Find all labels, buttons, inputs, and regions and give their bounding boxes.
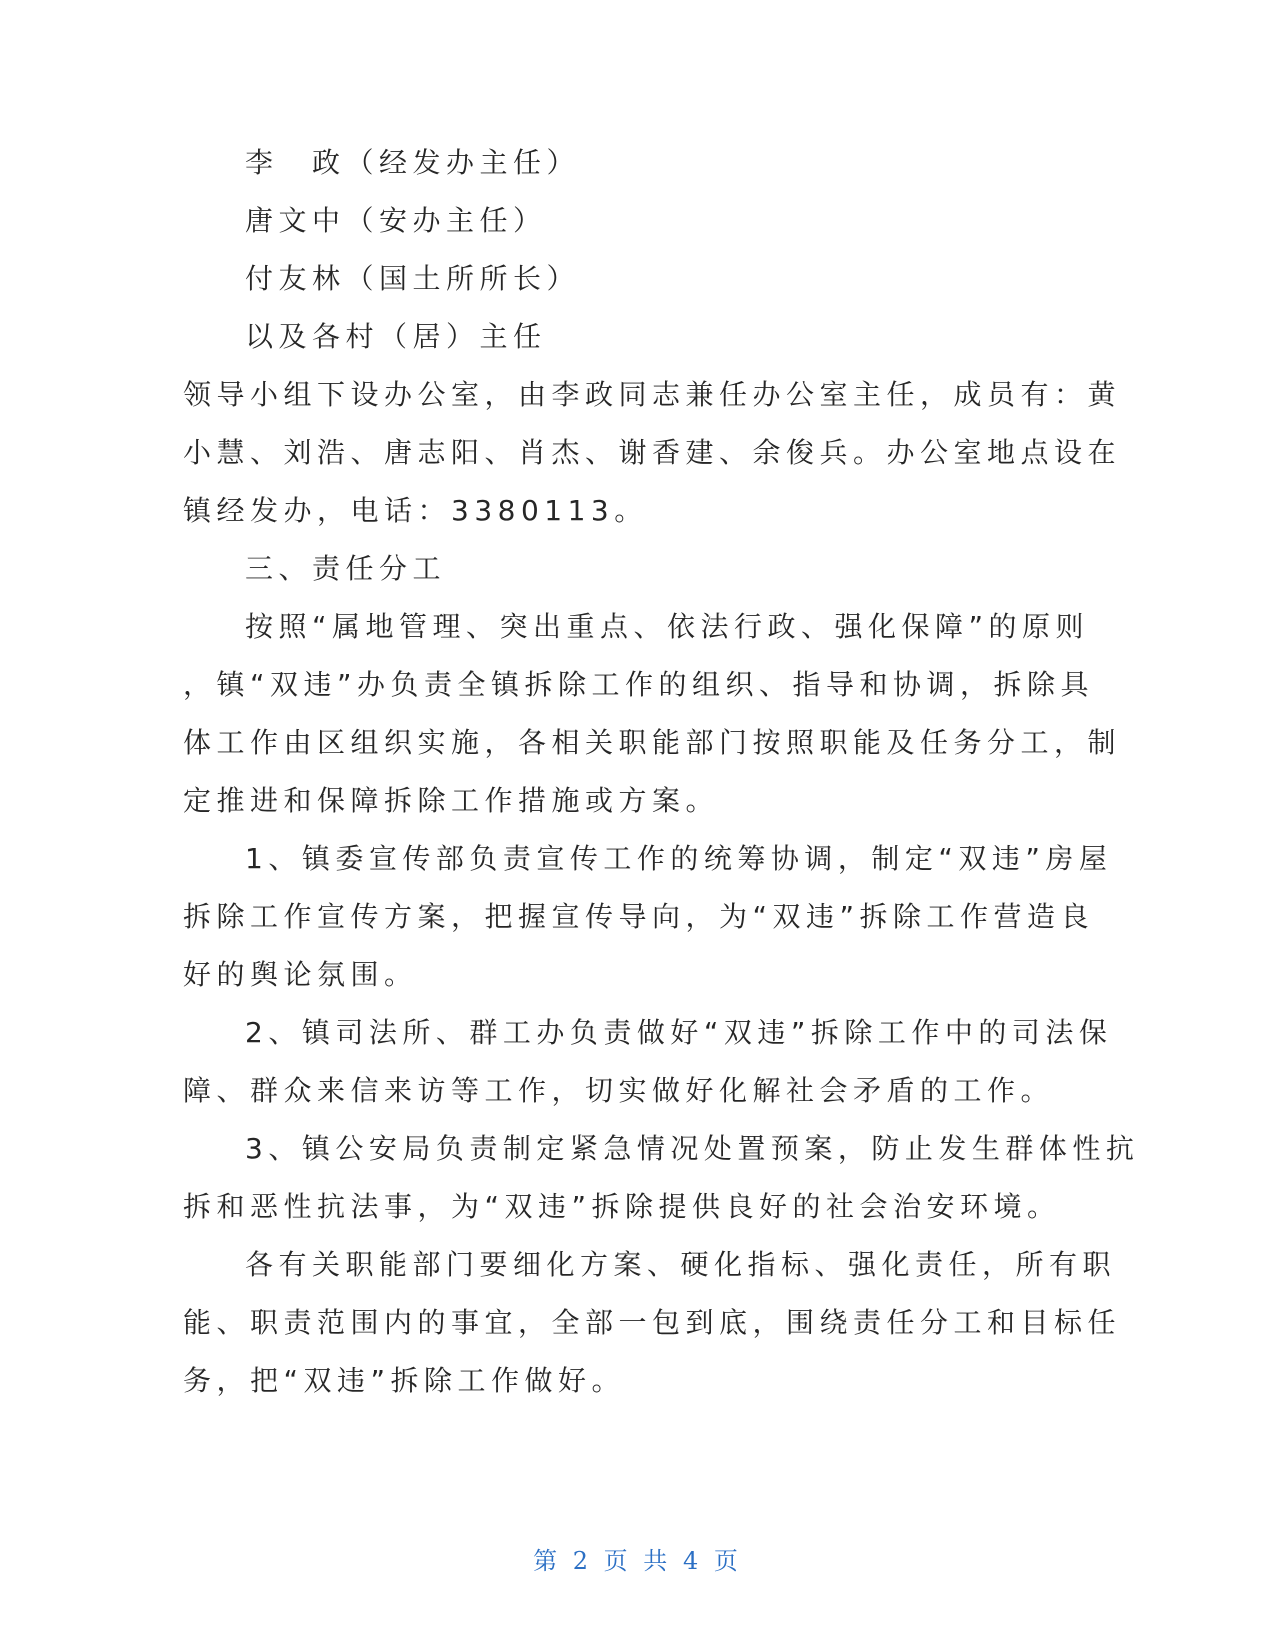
- item-1-line-3: 好的舆论氛围。: [183, 958, 418, 991]
- item-3-line-2: 拆和恶性抗法事，为“双违”拆除提供良好的社会治安环境。: [183, 1190, 1061, 1223]
- item-3-line-1: 3、镇公安局负责制定紧急情况处置预案，防止发生群体性抗: [245, 1132, 1140, 1165]
- member-line-village-heads: 以及各村（居）主任: [245, 320, 547, 353]
- item-1-line-2: 拆除工作宣传方案，把握宣传导向，为“双违”拆除工作营造良: [183, 900, 1095, 933]
- member-line-tang-wenzhong: 唐文中（安办主任）: [245, 204, 547, 237]
- member-line-fu-youlin: 付友林（国土所所长）: [245, 262, 581, 295]
- principle-paragraph-line-3: 体工作由区组织实施，各相关职能部门按照职能及任务分工，制: [183, 726, 1122, 759]
- closing-paragraph-line-1: 各有关职能部门要细化方案、硬化指标、强化责任，所有职: [245, 1248, 1117, 1281]
- item-1-line-1: 1、镇委宣传部负责宣传工作的统筹协调，制定“双违”房屋: [245, 842, 1113, 875]
- office-paragraph-line-2: 小慧、刘浩、唐志阳、肖杰、谢香建、余俊兵。办公室地点设在: [183, 436, 1122, 469]
- office-paragraph-line-1: 领导小组下设办公室，由李政同志兼任办公室主任，成员有：黄: [183, 378, 1122, 411]
- principle-paragraph-line-2: ，镇“双违”办负责全镇拆除工作的组织、指导和协调，拆除具: [183, 668, 1095, 701]
- section-heading-responsibility: 三、责任分工: [245, 552, 447, 585]
- principle-paragraph-line-1: 按照“属地管理、突出重点、依法行政、强化保障”的原则: [245, 610, 1090, 643]
- item-2-line-2: 障、群众来信来访等工作，切实做好化解社会矛盾的工作。: [183, 1074, 1055, 1107]
- closing-paragraph-line-2: 能、职责范围内的事宜，全部一包到底，围绕责任分工和目标任: [183, 1306, 1122, 1339]
- office-paragraph-line-3: 镇经发办，电话：3380113。: [183, 494, 648, 527]
- principle-paragraph-line-4: 定推进和保障拆除工作措施或方案。: [183, 784, 720, 817]
- member-line-li-zheng: 李 政（经发办主任）: [245, 146, 581, 179]
- closing-paragraph-line-3: 务，把“双违”拆除工作做好。: [183, 1364, 626, 1397]
- page-number-footer: 第 2 页 共 4 页: [533, 1547, 742, 1575]
- item-2-line-1: 2、镇司法所、群工办负责做好“双违”拆除工作中的司法保: [245, 1016, 1113, 1049]
